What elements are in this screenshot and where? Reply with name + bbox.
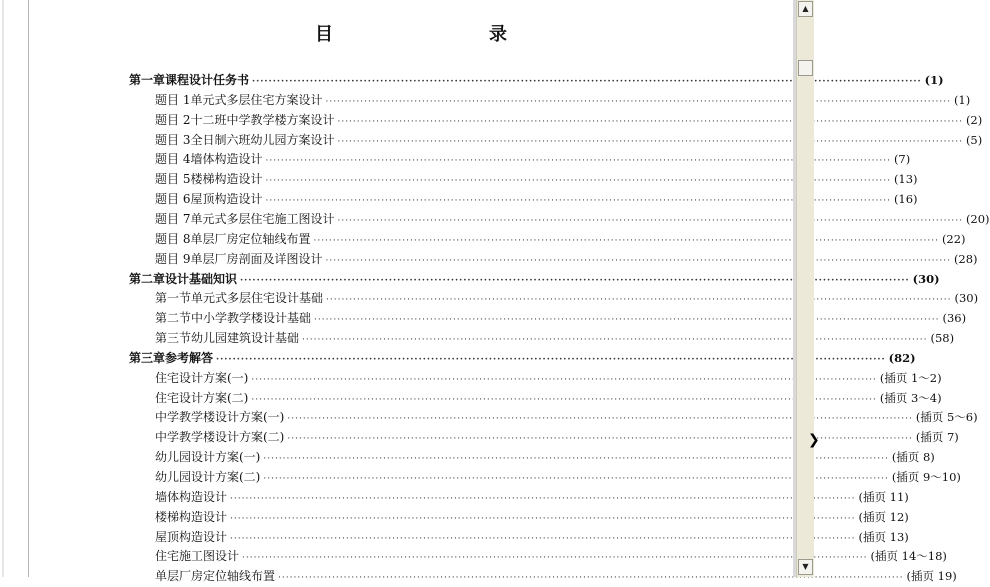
toc-entry-label: 十二班中学教学楼方案设计 — [190, 113, 335, 127]
toc-entry — [155, 567, 957, 585]
toc-entry-label: 幼儿园建筑设计基础 — [191, 331, 300, 345]
toc-entry-label: 单元式多层住宅施工图设计 — [190, 212, 335, 226]
toc-entry-page: (58) — [930, 331, 955, 345]
toc-entry-page: (7) — [893, 152, 911, 166]
toc-entry-label: 墙体构造设计 — [155, 490, 228, 504]
scroll-up-button[interactable] — [798, 1, 813, 17]
toc-entry-label: 单元式多层住宅设计基础 — [191, 291, 324, 305]
scroll-thumb[interactable] — [798, 60, 813, 76]
toc-entry-page: (5) — [965, 133, 983, 147]
toc-entry-label: 单层厂房定位轴线布置 — [190, 232, 311, 246]
toc-entry — [155, 528, 909, 546]
toc-entry — [155, 428, 959, 446]
toc-entry — [155, 329, 955, 347]
toc-entry — [155, 210, 990, 228]
toc-entry-number: 题目 4 — [155, 152, 191, 166]
toc-entry-number: 第三节 — [155, 331, 192, 345]
toc-entry-page: (20) — [965, 212, 990, 226]
toc-dot-leader — [337, 113, 962, 131]
toc-dot-leader — [230, 530, 855, 548]
toc-dot-leader — [302, 331, 927, 349]
toc-entry-label: 楼梯构造设计 — [155, 510, 228, 524]
toc-entry — [155, 547, 947, 565]
toc-chapter-entry — [129, 71, 944, 89]
toc-entry-page: (插页 1～2) — [879, 371, 942, 385]
toc-dot-leader — [325, 252, 950, 270]
toc-entry — [155, 448, 935, 466]
toc-entry-page: (插页 13) — [858, 530, 909, 544]
toc-entry — [155, 508, 909, 526]
toc-entry-page: (1) — [924, 73, 944, 87]
toc-entry-page: (插页 12) — [858, 510, 909, 524]
toc-dot-leader — [230, 510, 855, 528]
toc-entry-page: (2) — [965, 113, 983, 127]
toc-entry — [155, 408, 978, 426]
toc-entry-label: 中学教学楼设计方案(二) — [155, 430, 285, 444]
toc-chapter-entry — [129, 349, 916, 367]
toc-dot-leader — [337, 133, 962, 151]
toc-dot-leader — [252, 73, 922, 91]
toc-entry-page: (插页 19) — [906, 569, 957, 583]
toc-title: 目 录 — [315, 24, 547, 45]
toc-dot-leader — [251, 391, 876, 409]
toc-entry — [155, 91, 971, 109]
toc-entry-page: (82) — [888, 351, 916, 365]
toc-entry-page: (插页 11) — [858, 490, 909, 504]
toc-dot-leader — [230, 490, 855, 508]
vertical-scrollbar[interactable] — [796, 0, 820, 577]
toc-dot-leader — [216, 351, 886, 369]
toc-entry-label: 幼儿园设计方案(二) — [155, 470, 261, 484]
toc-entry — [155, 131, 983, 149]
toc-entry-label: 中学教学楼设计方案(一) — [155, 410, 285, 424]
toc-entry-number: 第一章 — [129, 73, 166, 87]
toc-entry-label: 全日制六班幼儿园方案设计 — [190, 133, 335, 147]
toc-dot-leader — [337, 212, 962, 230]
toc-dot-leader — [251, 371, 876, 389]
toc-entry-page: (30) — [912, 272, 940, 286]
document-page — [29, 0, 990, 583]
toc-entry — [155, 230, 966, 248]
toc-entry — [155, 309, 967, 327]
toc-entry-label: 屋顶构造设计 — [190, 192, 263, 206]
toc-entry-page: (28) — [953, 252, 978, 266]
toc-entry — [155, 468, 961, 486]
toc-entry-number: 题目 5 — [155, 172, 191, 186]
toc-entry-number: 题目 8 — [155, 232, 191, 246]
toc-dot-leader — [325, 93, 950, 111]
arrow-up-icon: ▲ — [802, 4, 809, 13]
toc-entry-number: 题目 1 — [155, 93, 191, 107]
toc-dot-leader — [314, 311, 939, 329]
toc-entry-page: (36) — [942, 311, 967, 325]
toc-entry — [155, 369, 942, 387]
page-left-margin — [0, 0, 29, 577]
toc-entry-page: (插页 7) — [915, 430, 959, 444]
toc-entry-page: (插页 9～10) — [891, 470, 961, 484]
toc-entry-label: 住宅施工图设计 — [155, 549, 240, 563]
toc-entry-label: 住宅设计方案(一) — [155, 371, 249, 385]
scroll-down-button[interactable] — [798, 559, 813, 575]
toc-entry-label: 单层厂房定位轴线布置 — [155, 569, 276, 583]
toc-entry-label: 中小学教学楼设计基础 — [191, 311, 312, 325]
toc-entry-number: 题目 2 — [155, 113, 191, 127]
toc-entry-label: 参考解答 — [165, 351, 214, 365]
toc-entry-page: (插页 8) — [891, 450, 935, 464]
toc-entry-label: 住宅设计方案(二) — [155, 391, 249, 405]
toc-entry-label: 屋顶构造设计 — [155, 530, 228, 544]
toc-entry — [155, 488, 909, 506]
toc-chapter-entry — [129, 270, 940, 288]
toc-entry-number: 第二章 — [129, 272, 166, 286]
toc-dot-leader — [242, 549, 867, 567]
toc-entry-number: 题目 3 — [155, 133, 191, 147]
toc-entry-number: 题目 7 — [155, 212, 191, 226]
toc-dot-leader — [313, 232, 938, 250]
toc-entry-page: (22) — [941, 232, 966, 246]
toc-entry-label: 幼儿园设计方案(一) — [155, 450, 261, 464]
mouse-cursor-icon: ❯ — [808, 432, 820, 448]
toc-entry-page: (13) — [893, 172, 918, 186]
toc-entry — [155, 250, 978, 268]
toc-entry — [155, 150, 911, 168]
toc-dot-leader — [287, 410, 912, 428]
toc-entry — [155, 389, 942, 407]
toc-entry-label: 课程设计任务书 — [165, 73, 250, 87]
toc-entry — [155, 190, 918, 208]
toc-entry — [155, 170, 918, 188]
toc-entry-page: (1) — [953, 93, 971, 107]
toc-dot-leader — [326, 291, 951, 309]
toc-entry-number: 第一节 — [155, 291, 192, 305]
toc-entry — [155, 289, 979, 307]
toc-entry — [155, 111, 983, 129]
toc-entry-page: (16) — [893, 192, 918, 206]
toc-entry-label: 单层厂房剖面及详图设计 — [190, 252, 323, 266]
toc-entry-number: 题目 6 — [155, 192, 191, 206]
toc-entry-page: (30) — [954, 291, 979, 305]
toc-entry-label: 楼梯构造设计 — [190, 172, 263, 186]
toc-entry-page: (插页 5～6) — [915, 410, 978, 424]
toc-entry-label: 单元式多层住宅方案设计 — [190, 93, 323, 107]
toc-entry-label: 墙体构造设计 — [190, 152, 263, 166]
toc-entry-number: 第二节 — [155, 311, 192, 325]
toc-entry-page: (插页 14～18) — [870, 549, 947, 563]
toc-entry-page: (插页 3～4) — [879, 391, 942, 405]
toc-entry-label: 设计基础知识 — [165, 272, 238, 286]
toc-entry-number: 题目 9 — [155, 252, 191, 266]
toc-entry-number: 第三章 — [129, 351, 166, 365]
arrow-down-icon: ▼ — [802, 562, 809, 571]
